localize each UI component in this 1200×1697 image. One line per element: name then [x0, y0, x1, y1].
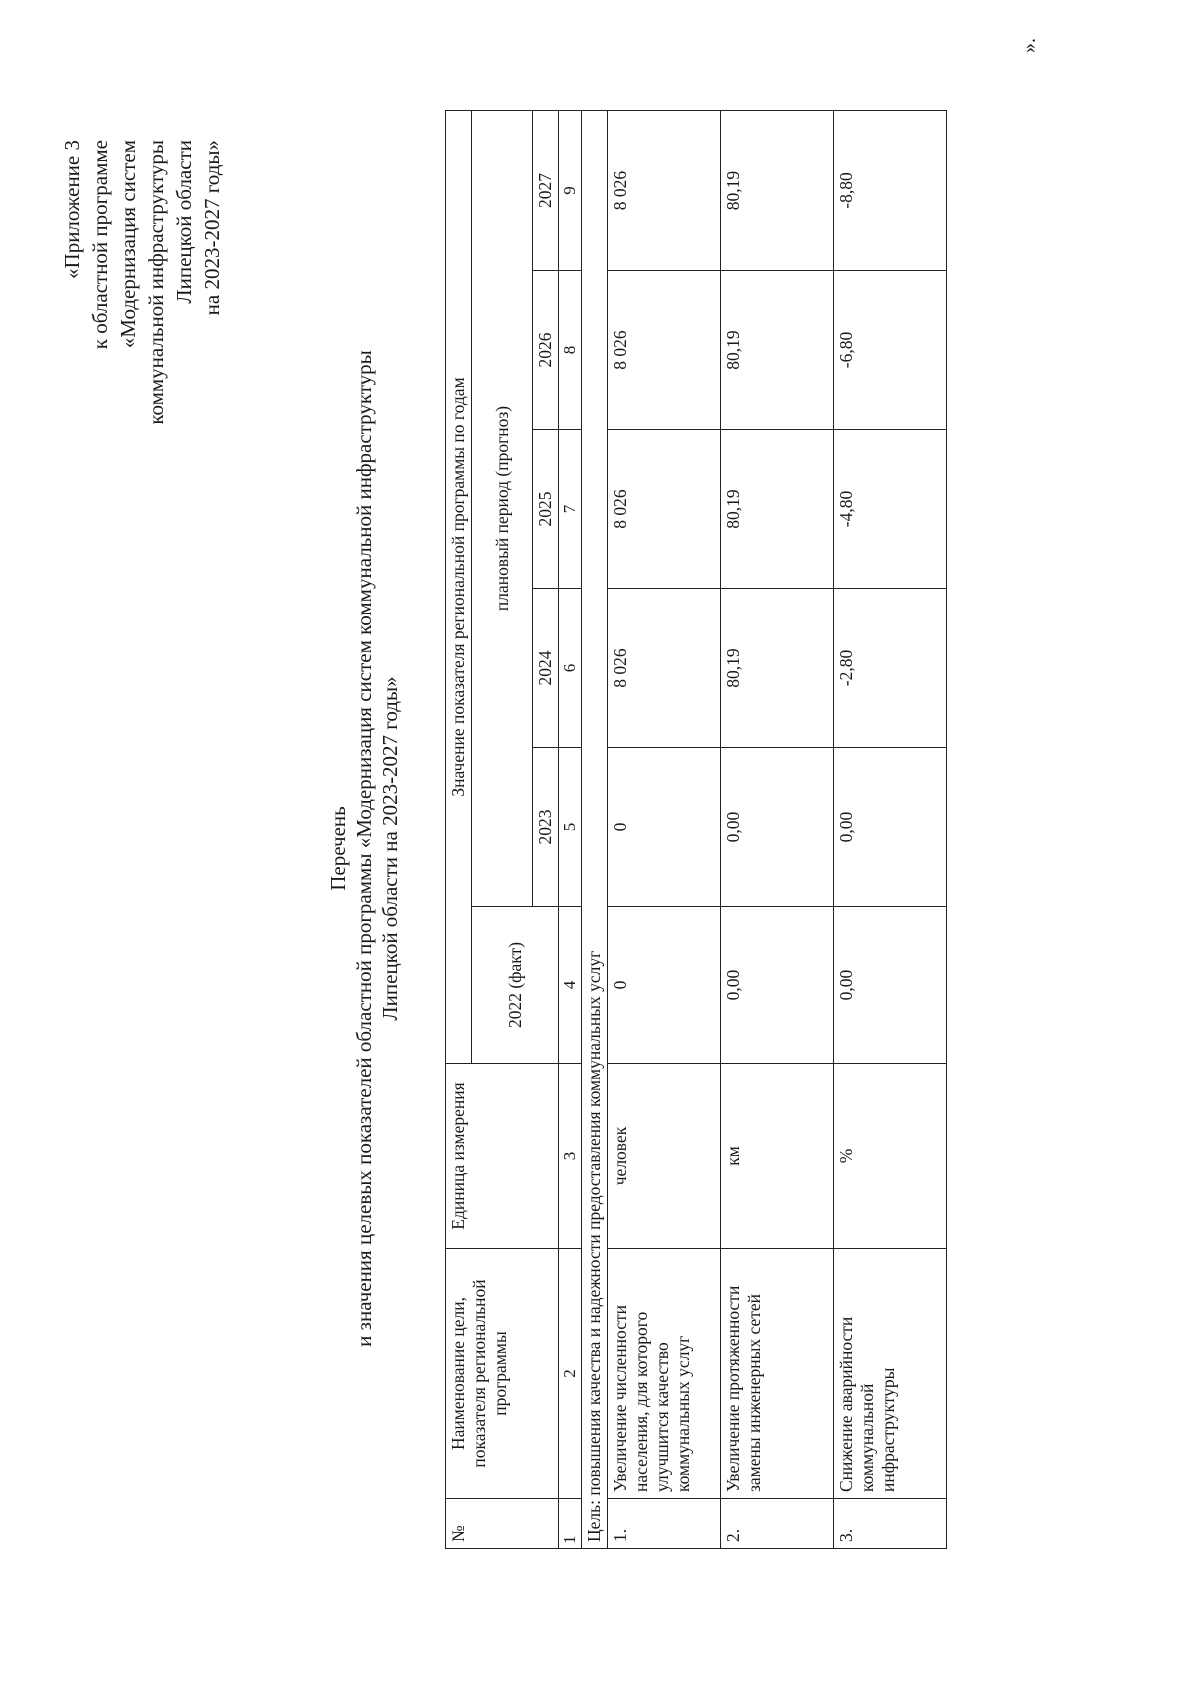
header-year: 2027	[533, 110, 559, 270]
row-value: 80,19	[721, 430, 834, 589]
appendix-line: «Приложение 3	[60, 140, 84, 279]
row-value: 8 026	[608, 110, 721, 270]
title-line: Липецкой области на 2023-2027 годы»	[378, 676, 402, 1021]
row-name: Снижение аварийности коммунальной инфраструктуры	[834, 1249, 947, 1499]
header-plan: плановый период (прогноз)	[472, 110, 533, 906]
row-value: 0	[608, 748, 721, 907]
appendix-line: на 2023-2027 годы»	[200, 140, 224, 316]
row-unit: человек	[608, 1064, 721, 1249]
title-line: Перечень	[326, 806, 350, 891]
index-row	[559, 110, 582, 1548]
goal-row	[582, 110, 608, 1548]
index-cell: 7	[559, 430, 582, 589]
appendix-line: к областной программе	[88, 140, 112, 350]
row-unit: %	[834, 1064, 947, 1249]
row-name: Увеличение численности населения, для которого улучшится качество коммунальных услуг	[608, 1249, 721, 1499]
index-cell: 6	[559, 589, 582, 748]
row-value: 80,19	[721, 589, 834, 748]
row-num: 1.	[608, 1499, 721, 1549]
header-unit: Единица измерения	[446, 1064, 559, 1249]
closing-quote-mark: ».	[1018, 38, 1040, 53]
row-unit: км	[721, 1064, 834, 1249]
header-year: 2024	[533, 589, 559, 748]
row-value: -8,80	[834, 110, 947, 270]
row-num: 3.	[834, 1499, 947, 1549]
index-cell: 3	[559, 1064, 582, 1249]
document-title	[325, 0, 403, 1697]
index-cell: 8	[559, 271, 582, 430]
row-value: -2,80	[834, 589, 947, 748]
appendix-header	[58, 140, 226, 425]
header-row	[446, 110, 472, 1548]
header-fact: 2022 (факт)	[472, 907, 559, 1064]
index-cell: 1	[559, 1499, 582, 1549]
row-value: 0,00	[834, 748, 947, 907]
header-values: Значение показателя региональной программы по годам	[446, 110, 472, 1063]
header-year: 2026	[533, 271, 559, 430]
row-value: 80,19	[721, 271, 834, 430]
row-name: Увеличение протяженности замены инженерных сетей	[721, 1249, 834, 1499]
row-value: 0,00	[834, 907, 947, 1064]
goal-text: Цель: повышения качества и надежности предоставления коммунальных услуг	[582, 110, 608, 1548]
row-value: 0	[608, 907, 721, 1064]
header-num: №	[446, 1499, 559, 1549]
index-cell: 4	[559, 907, 582, 1064]
indicators-table	[445, 110, 947, 1549]
row-value: 80,19	[721, 110, 834, 270]
title-line: и значения целевых показателей областной программы «Модернизация систем коммунальной инфраструктуры	[352, 350, 376, 1347]
appendix-line: «Модернизация систем	[116, 140, 140, 349]
index-cell: 2	[559, 1249, 582, 1499]
header-name: Наименование цели, показателя региональной программы	[446, 1249, 559, 1499]
row-value: 0,00	[721, 907, 834, 1064]
table-row	[721, 110, 834, 1548]
row-value: -4,80	[834, 430, 947, 589]
index-cell: 9	[559, 110, 582, 270]
table-row	[608, 110, 721, 1548]
table-row	[834, 110, 947, 1548]
appendix-line: Липецкой области	[172, 140, 196, 304]
row-value: 8 026	[608, 271, 721, 430]
header-year: 2023	[533, 748, 559, 907]
row-value: 8 026	[608, 589, 721, 748]
row-value: 0,00	[721, 748, 834, 907]
row-num: 2.	[721, 1499, 834, 1549]
appendix-line: коммунальной инфраструктуры	[144, 140, 168, 425]
header-year: 2025	[533, 430, 559, 589]
row-value: -6,80	[834, 271, 947, 430]
row-value: 8 026	[608, 430, 721, 589]
index-cell: 5	[559, 748, 582, 907]
